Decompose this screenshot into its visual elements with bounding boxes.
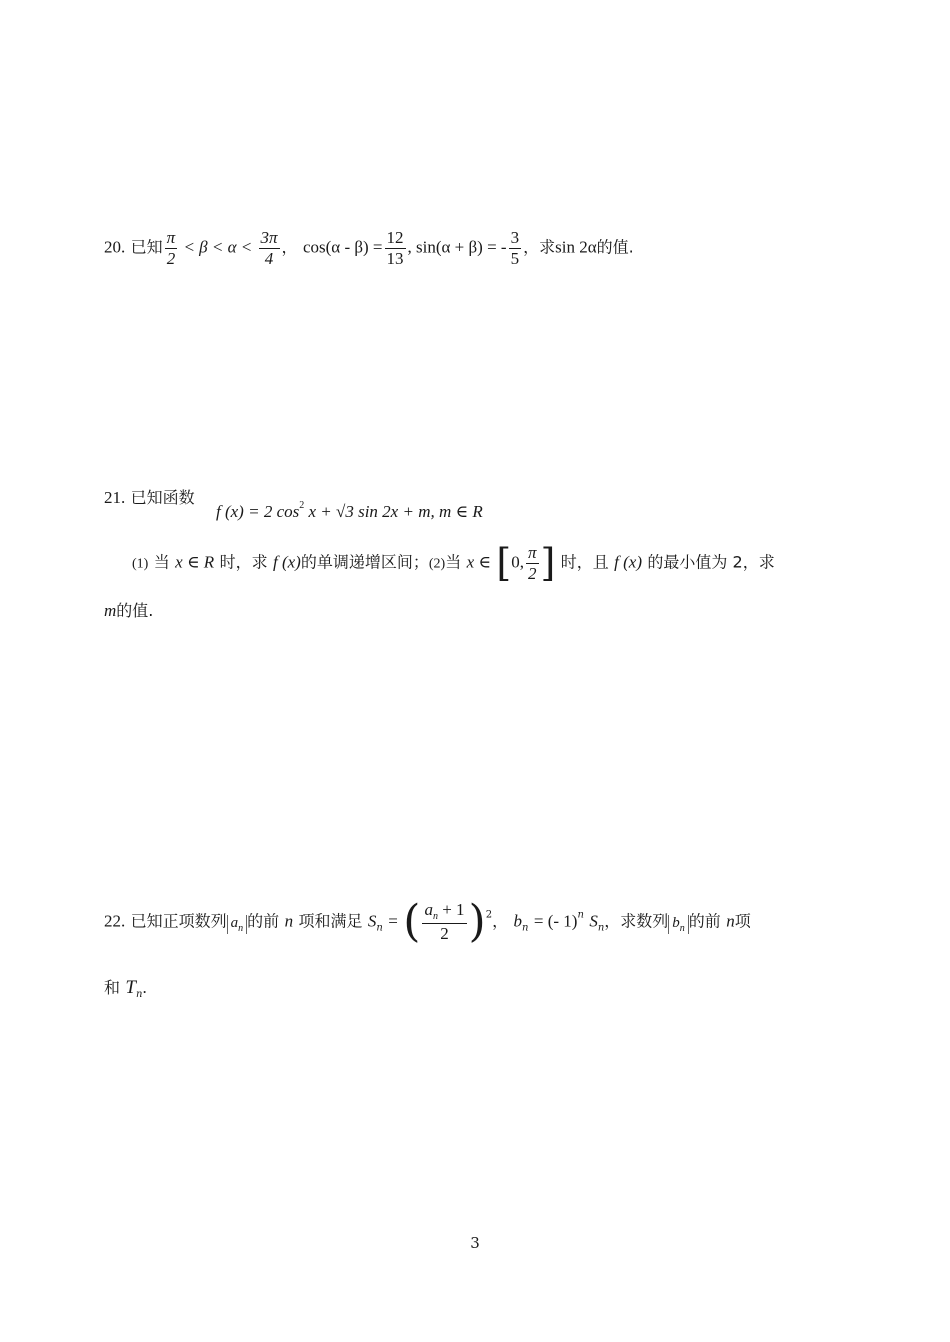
page-number: 3 (470, 1234, 480, 1252)
interval-bracket-right: ] (540, 541, 556, 586)
question-20: 20. 已知 $\frac{\pi}{2}$ < β < α < $\frac{3\pi}{4}$ ， cos(α - β) = $\frac{12}{13}$ , sin(α + β) = - $\frac{3}{5}$ ，求sin 2α的值. (104, 228, 634, 268)
q21-number: 21. (104, 488, 126, 507)
q20-number: 20. (104, 237, 126, 257)
seq-bn: $b_n$ (668, 915, 689, 934)
q20-lead: 已知 (130, 237, 163, 257)
q21-lead: 已知函数 (130, 488, 195, 507)
q20-cos-expr: cos(α - β) = (302, 237, 383, 257)
q22-number: 22. (104, 911, 126, 931)
question-22: 22. 已知正项数列 $a_n$ 的前 n 项和满足 $S_n$ = ( $\frac{a_n + 1}{2}$ )$^2$， $b_n$ = (- 1)$^n$ $S_n$，求数列 $b_n$ 的前 n项 (104, 896, 751, 947)
q20-sin-expr: , sin(α + β) = - (407, 237, 507, 257)
q20-frac-3pi-4: $\frac{3\pi}{4}$ (260, 228, 278, 268)
q21-parts-cont: m的值. (104, 601, 154, 620)
q20-frac-3-5: $\frac{3}{5}$ (510, 228, 520, 268)
q20-inequality: < β < α < (179, 237, 257, 257)
question-21-header (104, 485, 195, 508)
q20-frac-12-13: $\frac{12}{13}$ (386, 228, 404, 268)
seq-an: $a_n$ (227, 915, 248, 934)
q20-target: sin 2α (555, 237, 597, 257)
q21-parts: (1) 当 x ∈ R 时，求 f (x)的单调递增区间；(2)当 x ∈ [0, $\frac{\pi}{2}$ ] 时，且 f (x) 的最小值为 2，求 (132, 541, 775, 586)
q22-frac: $\frac{a_n + 1}{2}$ (424, 900, 465, 943)
q21-function: f (x) = 2 $\cos^2 x + √3$ sin 2x + m, m ∈ R (216, 500, 483, 521)
q21-frac-pi-2: $\frac{\pi}{2}$ (527, 543, 537, 583)
q22-cont: 和 $T_n$. (104, 977, 147, 1000)
q20-frac-pi-2: $\frac{\pi}{2}$ (166, 228, 176, 268)
interval-bracket-left: [ (496, 541, 512, 586)
